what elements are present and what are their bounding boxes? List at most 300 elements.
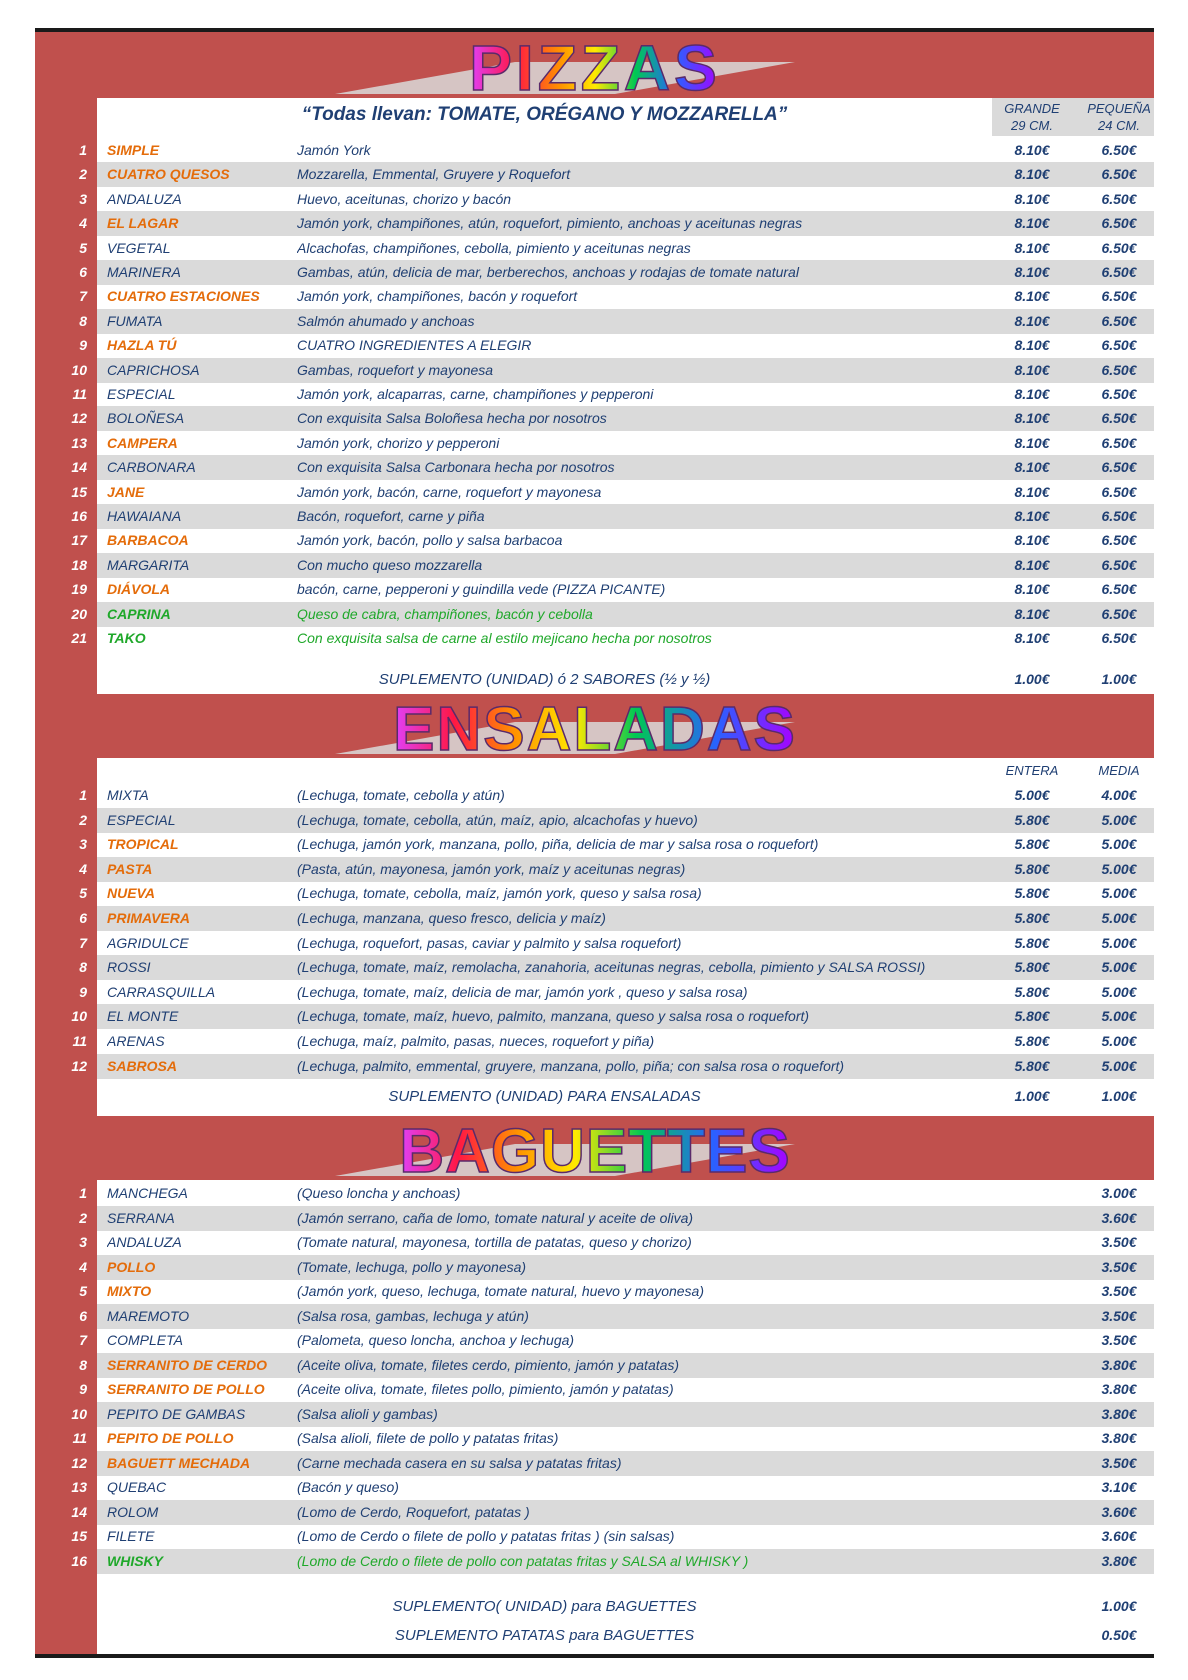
item-number: 8 <box>79 959 87 976</box>
item-name: WHISKY <box>107 1552 163 1569</box>
item-price-small: 6.50€ <box>1101 483 1137 500</box>
col-media: MEDIA <box>1098 763 1140 778</box>
item-description: (Lomo de Cerdo o filete de pollo y patatas fritas ) (sin salsas) <box>297 1528 675 1544</box>
item-name: SERRANA <box>107 1209 175 1226</box>
col-pequena-size: 24 CM. <box>1098 118 1140 133</box>
ensaladas-item <box>35 1029 1154 1054</box>
baguettes-item <box>35 1279 1154 1304</box>
pizzas-item <box>35 626 1154 651</box>
item-number: 7 <box>79 1332 87 1348</box>
item-number: 5 <box>79 885 87 902</box>
item-description: Bacón, roquefort, carne y piña <box>297 508 485 524</box>
item-number: 6 <box>79 264 87 280</box>
pizzas-item <box>35 236 1154 261</box>
item-price-small: 6.50€ <box>1101 630 1137 646</box>
item-description: Jamón york, bacón, carne, roquefort y mayonesa <box>297 483 602 500</box>
item-price-large: 8.10€ <box>1014 556 1050 573</box>
item-description: (Jamón york, queso, lechuga, tomate natural, huevo y mayonesa) <box>297 1283 704 1299</box>
item-price: 3.80€ <box>1101 1381 1137 1397</box>
item-description: Queso de cabra, champiñones, bacón y cebolla <box>297 605 593 622</box>
item-description: (Lechuga, tomate, maíz, delicia de mar, jamón york , queso y salsa rosa) <box>297 983 748 1000</box>
item-price-small: 5.00€ <box>1101 983 1137 1000</box>
item-number: 5 <box>79 1283 87 1299</box>
pizzas-item <box>35 602 1154 627</box>
item-price-large: 8.10€ <box>1014 386 1050 402</box>
item-name: CAPRICHOSA <box>107 361 200 378</box>
item-number: 4 <box>79 215 87 232</box>
item-number: 2 <box>79 1209 87 1226</box>
pizzas-item <box>35 309 1154 334</box>
supplement-price: 0.50€ <box>1101 1627 1137 1643</box>
item-number: 5 <box>79 239 87 256</box>
col-pequena-label: PEQUEÑA <box>1087 101 1151 116</box>
item-number: 11 <box>72 386 87 402</box>
item-name: EL MONTE <box>107 1008 179 1025</box>
item-price-large: 8.10€ <box>1014 239 1050 256</box>
item-price-small: 5.00€ <box>1101 885 1137 902</box>
pizzas-title-art <box>35 32 1154 98</box>
ensaladas-item <box>35 881 1154 906</box>
item-description: Jamón york, champiñones, atún, roquefort, pimiento, anchoas y aceitunas negras <box>297 215 803 232</box>
item-price: 3.80€ <box>1101 1356 1137 1373</box>
item-name: EL LAGAR <box>107 215 179 232</box>
baguettes-supplement-1 <box>97 1593 1154 1620</box>
col-entera: ENTERA <box>1005 763 1059 778</box>
item-price-small: 5.00€ <box>1101 1057 1137 1074</box>
item-price-small: 6.50€ <box>1101 605 1137 622</box>
item-price-small: 6.50€ <box>1101 190 1137 207</box>
item-price-large: 8.10€ <box>1014 361 1050 378</box>
item-description: (Salsa alioli, filete de pollo y patatas fritas) <box>297 1430 559 1446</box>
item-price-small: 5.00€ <box>1101 959 1137 976</box>
ensaladas-item <box>35 931 1154 956</box>
item-number: 18 <box>71 556 87 573</box>
item-description: Gambas, roquefort y mayonesa <box>297 361 494 378</box>
item-name: MANCHEGA <box>107 1185 188 1201</box>
pizzas-item <box>35 431 1154 456</box>
baguettes-title: BAGUETTES <box>399 1117 791 1180</box>
item-number: 14 <box>71 1503 87 1520</box>
item-description: Jamón York <box>297 142 371 158</box>
item-number: 20 <box>71 605 87 622</box>
baguettes-item <box>35 1451 1154 1476</box>
item-name: SABROSA <box>107 1057 178 1074</box>
pizzas-panel <box>71 98 1154 694</box>
pizzas-item <box>35 333 1154 358</box>
item-description: CUATRO INGREDIENTES A ELEGIR <box>297 337 532 354</box>
item-description: Con exquisita Salsa Carbonara hecha por nosotros <box>297 459 615 476</box>
item-price-large: 8.10€ <box>1014 410 1050 427</box>
item-number: 9 <box>79 983 87 1000</box>
item-price-large: 5.80€ <box>1014 910 1050 926</box>
item-number: 6 <box>79 910 87 926</box>
baguettes-item <box>35 1426 1154 1451</box>
item-description: (Lechuga, tomate, cebolla y atún) <box>297 787 505 803</box>
item-description: (Lechuga, tomate, maíz, huevo, palmito, manzana, queso y salsa rosa o roquefort) <box>297 1008 810 1025</box>
item-number: 15 <box>71 1528 87 1544</box>
item-price-large: 5.80€ <box>1014 959 1050 976</box>
pizzas-item <box>35 211 1154 236</box>
item-price-small: 5.00€ <box>1101 860 1137 877</box>
item-description: Con exquisita salsa de carne al estilo mejicano hecha por nosotros <box>297 630 712 646</box>
item-name: QUEBAC <box>107 1479 167 1495</box>
item-description: (Palometa, queso loncha, anchoa y lechuga) <box>297 1332 575 1348</box>
item-price-small: 6.50€ <box>1101 264 1137 280</box>
item-number: 3 <box>79 190 87 207</box>
item-number: 16 <box>71 508 87 524</box>
item-description: Alcachofas, champiñones, cebolla, pimiento y aceitunas negras <box>297 239 691 256</box>
item-number: 16 <box>71 1552 87 1569</box>
item-price-large: 8.10€ <box>1014 630 1050 646</box>
item-name: PRIMAVERA <box>107 910 190 926</box>
item-name: BAGUETT MECHADA <box>107 1454 251 1471</box>
item-price-small: 5.00€ <box>1101 1033 1137 1049</box>
item-number: 2 <box>79 811 87 828</box>
item-name: TROPICAL <box>107 836 179 853</box>
pizzas-title: PIZZAS <box>469 32 721 98</box>
item-description: (Aceite oliva, tomate, filetes pollo, pimiento, jamón y patatas) <box>297 1381 674 1397</box>
item-price-large: 5.80€ <box>1014 811 1050 828</box>
item-price: 3.50€ <box>1101 1307 1137 1324</box>
item-description: Mozzarella, Emmental, Gruyere y Roquefort <box>297 166 571 183</box>
item-number: 9 <box>79 337 87 354</box>
item-price-small: 5.00€ <box>1101 910 1137 926</box>
supplement-label: SUPLEMENTO (UNIDAD) PARA ENSALADAS <box>388 1088 701 1105</box>
item-price-large: 8.10€ <box>1014 190 1050 207</box>
item-number: 1 <box>79 787 87 803</box>
item-description: (Lomo de Cerdo o filete de pollo con patatas fritas y SALSA al WHISKY ) <box>297 1552 749 1569</box>
pizzas-item <box>35 138 1154 163</box>
item-name: PEPITO DE POLLO <box>107 1430 234 1446</box>
item-price-large: 5.80€ <box>1014 860 1050 877</box>
item-price-large: 8.10€ <box>1014 264 1050 280</box>
item-number: 12 <box>71 1454 87 1471</box>
item-price: 3.50€ <box>1101 1258 1137 1275</box>
item-name: HAWAIANA <box>107 508 182 524</box>
item-name: ESPECIAL <box>107 386 176 402</box>
item-number: 12 <box>71 1057 87 1074</box>
item-name: NUEVA <box>107 885 155 902</box>
item-description: (Aceite oliva, tomate, filetes cerdo, pimiento, jamón y patatas) <box>297 1356 680 1373</box>
item-price-large: 8.10€ <box>1014 483 1050 500</box>
item-price-large: 8.10€ <box>1014 337 1050 354</box>
item-number: 1 <box>79 1185 87 1201</box>
item-price-large: 8.10€ <box>1014 605 1050 622</box>
ensaladas-item <box>35 1004 1154 1029</box>
ensaladas-item <box>35 1054 1154 1079</box>
item-description: Jamón york, champiñones, bacón y roquefort <box>297 288 578 305</box>
item-price-small: 6.50€ <box>1101 386 1137 402</box>
pizzas-item <box>35 358 1154 383</box>
pizzas-supplement <box>97 666 1154 693</box>
col-grande-size: 29 CM. <box>1011 118 1053 133</box>
item-number: 6 <box>79 1307 87 1324</box>
pizzas-item <box>35 284 1154 309</box>
item-price: 3.80€ <box>1101 1552 1137 1569</box>
item-price-small: 6.50€ <box>1101 581 1137 598</box>
item-price-small: 6.50€ <box>1101 556 1137 573</box>
item-price-small: 5.00€ <box>1101 811 1137 828</box>
item-price-large: 8.10€ <box>1014 508 1050 524</box>
item-price-large: 5.80€ <box>1014 885 1050 902</box>
item-number: 1 <box>79 142 87 158</box>
item-price-small: 6.50€ <box>1101 239 1137 256</box>
item-number: 15 <box>71 483 87 500</box>
item-number: 13 <box>71 1479 87 1495</box>
pizzas-tagline: “Todas llevan: TOMATE, ORÉGANO Y MOZZARELLA” <box>301 104 788 125</box>
item-description: (Salsa rosa, gambas, lechuga y atún) <box>297 1307 529 1324</box>
baguettes-item <box>35 1328 1154 1353</box>
item-price-large: 8.10€ <box>1014 166 1050 183</box>
item-price-small: 6.50€ <box>1101 532 1137 549</box>
baguettes-title-art <box>35 1116 1154 1180</box>
item-number: 14 <box>71 459 87 476</box>
item-price: 3.50€ <box>1101 1234 1137 1250</box>
item-price-large: 5.80€ <box>1014 1008 1050 1025</box>
item-number: 10 <box>71 361 87 378</box>
item-description: Salmón ahumado y anchoas <box>297 312 475 329</box>
item-name: FILETE <box>107 1528 155 1544</box>
item-price-large: 8.10€ <box>1014 312 1050 329</box>
item-price-large: 5.80€ <box>1014 983 1050 1000</box>
item-description: (Lechuga, tomate, maíz, remolacha, zanahoria, aceitunas negras, cebolla, pimiento y SALSA ROSSI) <box>297 959 926 976</box>
item-price-large: 8.10€ <box>1014 532 1050 549</box>
item-number: 21 <box>71 630 87 646</box>
item-description: (Queso loncha y anchoas) <box>297 1185 461 1201</box>
item-price: 3.50€ <box>1101 1454 1137 1471</box>
item-price: 3.80€ <box>1101 1405 1137 1422</box>
item-number: 8 <box>79 1356 87 1373</box>
item-name: FUMATA <box>107 312 163 329</box>
supplement-price-media: 1.00€ <box>1101 1088 1137 1104</box>
ensaladas-panel <box>71 758 1154 1116</box>
item-name: PEPITO DE GAMBAS <box>107 1405 246 1422</box>
item-name: MARINERA <box>107 264 181 280</box>
item-price: 3.60€ <box>1101 1503 1137 1520</box>
item-description: (Lechuga, palmito, emmental, gruyere, manzana, pollo, piña; con salsa rosa o roquefort) <box>297 1057 845 1074</box>
item-number: 7 <box>79 934 87 951</box>
pizzas-item <box>35 406 1154 431</box>
item-description: (Bacón y queso) <box>297 1479 399 1495</box>
item-description: (Jamón serrano, caña de lomo, tomate natural y aceite de oliva) <box>297 1209 694 1226</box>
item-number: 12 <box>71 410 87 427</box>
item-number: 9 <box>79 1381 87 1397</box>
supplement-price-entera: 1.00€ <box>1014 1088 1050 1104</box>
baguettes-item <box>35 1230 1154 1255</box>
item-name: SERRANITO DE CERDO <box>107 1356 267 1373</box>
item-description: (Pasta, atún, mayonesa, jamón york, maíz y aceitunas negras) <box>297 860 686 877</box>
item-number: 8 <box>79 312 87 329</box>
baguettes-item <box>35 1524 1154 1549</box>
supplement-price-grande: 1.00€ <box>1014 671 1050 687</box>
item-description: Huevo, aceitunas, chorizo y bacón <box>297 190 512 207</box>
item-description: (Lechuga, tomate, cebolla, atún, maíz, apio, alcachofas y huevo) <box>297 811 698 828</box>
ensaladas-item <box>35 857 1154 882</box>
item-name: BOLOÑESA <box>107 410 185 427</box>
item-name: CARBONARA <box>107 459 196 476</box>
item-name: TAKO <box>107 630 146 646</box>
ensaladas-supplement <box>97 1083 1154 1110</box>
item-name: POLLO <box>107 1258 156 1275</box>
supplement-label: SUPLEMENTO (UNIDAD) ó 2 SABORES (½ y ½) <box>378 671 711 688</box>
pizzas-item <box>35 187 1154 212</box>
item-description: (Tomate natural, mayonesa, tortilla de patatas, queso y chorizo) <box>297 1234 692 1250</box>
item-price-large: 8.10€ <box>1014 581 1050 598</box>
item-name: SERRANITO DE POLLO <box>107 1381 265 1397</box>
item-description: Gambas, atún, delicia de mar, berberechos, anchoas y rodajas de tomate natural <box>297 264 799 280</box>
item-name: HAZLA TÚ <box>107 337 177 354</box>
item-name: ARENAS <box>107 1033 165 1049</box>
item-name: CUATRO ESTACIONES <box>107 288 260 305</box>
item-name: DIÁVOLA <box>107 581 170 598</box>
item-price-small: 6.50€ <box>1101 459 1137 476</box>
item-description: (Lechuga, maíz, palmito, pasas, nueces, roquefort y piña) <box>297 1033 655 1049</box>
item-number: 10 <box>71 1405 87 1422</box>
item-name: MAREMOTO <box>107 1307 190 1324</box>
supplement-price: 1.00€ <box>1101 1598 1137 1614</box>
item-price-small: 6.50€ <box>1101 215 1137 232</box>
item-name: SIMPLE <box>107 142 160 158</box>
item-description: (Carne mechada casera en su salsa y patatas fritas) <box>297 1454 622 1471</box>
pizzas-item <box>35 480 1154 505</box>
item-number: 3 <box>79 1234 87 1250</box>
item-price-small: 6.50€ <box>1101 288 1137 305</box>
pizzas-item <box>35 577 1154 602</box>
supplement-label: SUPLEMENTO PATATAS para BAGUETTES <box>394 1627 695 1644</box>
col-pequena <box>1079 100 1159 134</box>
item-name: VEGETAL <box>107 239 171 256</box>
item-name: ANDALUZA <box>107 1234 182 1250</box>
item-number: 3 <box>79 836 87 853</box>
item-price-large: 5.80€ <box>1014 1033 1050 1049</box>
baguettes-item <box>35 1377 1154 1402</box>
item-name: AGRIDULCE <box>107 934 189 951</box>
item-price-large: 5.80€ <box>1014 1057 1050 1074</box>
item-number: 11 <box>72 1430 87 1446</box>
pizzas-item <box>35 553 1154 578</box>
ensaladas-title: ENSALADAS <box>393 695 797 758</box>
baguettes-item <box>35 1304 1154 1329</box>
item-number: 17 <box>71 532 87 549</box>
baguettes-item <box>35 1402 1154 1427</box>
baguettes-item <box>35 1255 1154 1280</box>
baguettes-item <box>35 1353 1154 1378</box>
item-price: 3.60€ <box>1101 1528 1137 1544</box>
item-description: Jamón york, chorizo y pepperoni <box>297 434 500 451</box>
item-name: CAPRINA <box>107 605 171 622</box>
item-name: ANDALUZA <box>107 190 182 207</box>
col-grande <box>992 100 1072 134</box>
item-price-large: 8.10€ <box>1014 142 1050 158</box>
item-number: 11 <box>72 1033 87 1049</box>
baguettes-item <box>35 1500 1154 1525</box>
item-name: CUATRO QUESOS <box>107 166 230 183</box>
baguettes-item <box>35 1181 1154 1206</box>
item-price: 3.80€ <box>1101 1430 1137 1446</box>
baguettes-supplement-2 <box>97 1622 1154 1649</box>
item-name: PASTA <box>107 860 153 877</box>
item-price-small: 6.50€ <box>1101 410 1137 427</box>
item-price-small: 5.00€ <box>1101 934 1137 951</box>
item-description: Jamón york, alcaparras, carne, champiñones y pepperoni <box>297 386 654 402</box>
item-price-large: 8.10€ <box>1014 288 1050 305</box>
baguettes-item <box>35 1206 1154 1231</box>
item-name: ROSSI <box>107 959 151 976</box>
item-price: 3.50€ <box>1101 1283 1137 1299</box>
item-price-large: 5.80€ <box>1014 836 1050 853</box>
ensaladas-item <box>35 808 1154 833</box>
item-number: 13 <box>71 434 87 451</box>
item-description: (Lechuga, roquefort, pasas, caviar y palmito y salsa roquefort) <box>297 934 682 951</box>
item-description: bacón, carne, pepperoni y guindilla vede (PIZZA PICANTE) <box>297 581 666 598</box>
item-price-small: 6.50€ <box>1101 312 1137 329</box>
item-number: 4 <box>79 1258 87 1275</box>
pizzas-banner <box>35 32 1154 98</box>
ensaladas-banner <box>35 694 1154 758</box>
pizzas-item <box>35 382 1154 407</box>
item-price-large: 5.80€ <box>1014 934 1050 951</box>
item-number: 4 <box>79 860 87 877</box>
baguettes-banner <box>35 1116 1154 1180</box>
supplement-label: SUPLEMENTO( UNIDAD) para BAGUETTES <box>392 1598 697 1615</box>
item-price-small: 6.50€ <box>1101 434 1137 451</box>
item-name: MIXTO <box>107 1283 152 1299</box>
item-name: ESPECIAL <box>107 811 176 828</box>
baguettes-item <box>35 1475 1154 1500</box>
baguettes-item <box>35 1549 1154 1574</box>
item-name: JANE <box>107 483 145 500</box>
item-price: 3.10€ <box>1101 1479 1137 1495</box>
menu-sheet <box>35 28 1154 1658</box>
item-price: 3.50€ <box>1101 1332 1137 1348</box>
item-description: Con exquisita Salsa Boloñesa hecha por nosotros <box>297 410 607 427</box>
item-description: Jamón york, bacón, pollo y salsa barbacoa <box>297 532 563 549</box>
item-price-small: 6.50€ <box>1101 508 1137 524</box>
ensaladas-item <box>35 906 1154 931</box>
item-number: 19 <box>71 581 87 598</box>
item-price-small: 5.00€ <box>1101 1008 1137 1025</box>
ensaladas-title-art <box>35 694 1154 758</box>
ensaladas-item <box>35 832 1154 857</box>
ensaladas-item <box>35 955 1154 980</box>
item-description: (Salsa alioli y gambas) <box>297 1405 438 1422</box>
pizzas-item <box>35 455 1154 480</box>
item-price-small: 5.00€ <box>1101 836 1137 853</box>
item-price-large: 8.10€ <box>1014 215 1050 232</box>
item-number: 2 <box>79 166 87 183</box>
item-description: (Lechuga, manzana, queso fresco, delicia y maíz) <box>297 910 606 926</box>
item-name: CAMPERA <box>107 434 178 451</box>
baguettes-panel <box>71 1180 1154 1654</box>
item-price-large: 5.00€ <box>1014 787 1050 803</box>
col-grande-label: GRANDE <box>1004 101 1060 116</box>
item-price-small: 6.50€ <box>1101 166 1137 183</box>
ensaladas-item <box>35 783 1154 808</box>
item-price-small: 6.50€ <box>1101 337 1137 354</box>
item-number: 7 <box>79 288 87 305</box>
pizzas-item <box>35 504 1154 529</box>
item-price: 3.00€ <box>1101 1185 1137 1201</box>
item-description: (Lechuga, jamón york, manzana, pollo, piña, delicia de mar y salsa rosa o roquefort) <box>297 836 819 853</box>
item-name: ROLOM <box>107 1503 159 1520</box>
item-price-large: 8.10€ <box>1014 434 1050 451</box>
pizzas-item <box>35 162 1154 187</box>
item-description: Con mucho queso mozzarella <box>297 556 483 573</box>
pizzas-item <box>35 260 1154 285</box>
item-price-small: 6.50€ <box>1101 361 1137 378</box>
item-price-small: 6.50€ <box>1101 142 1137 158</box>
pizzas-item <box>35 528 1154 553</box>
